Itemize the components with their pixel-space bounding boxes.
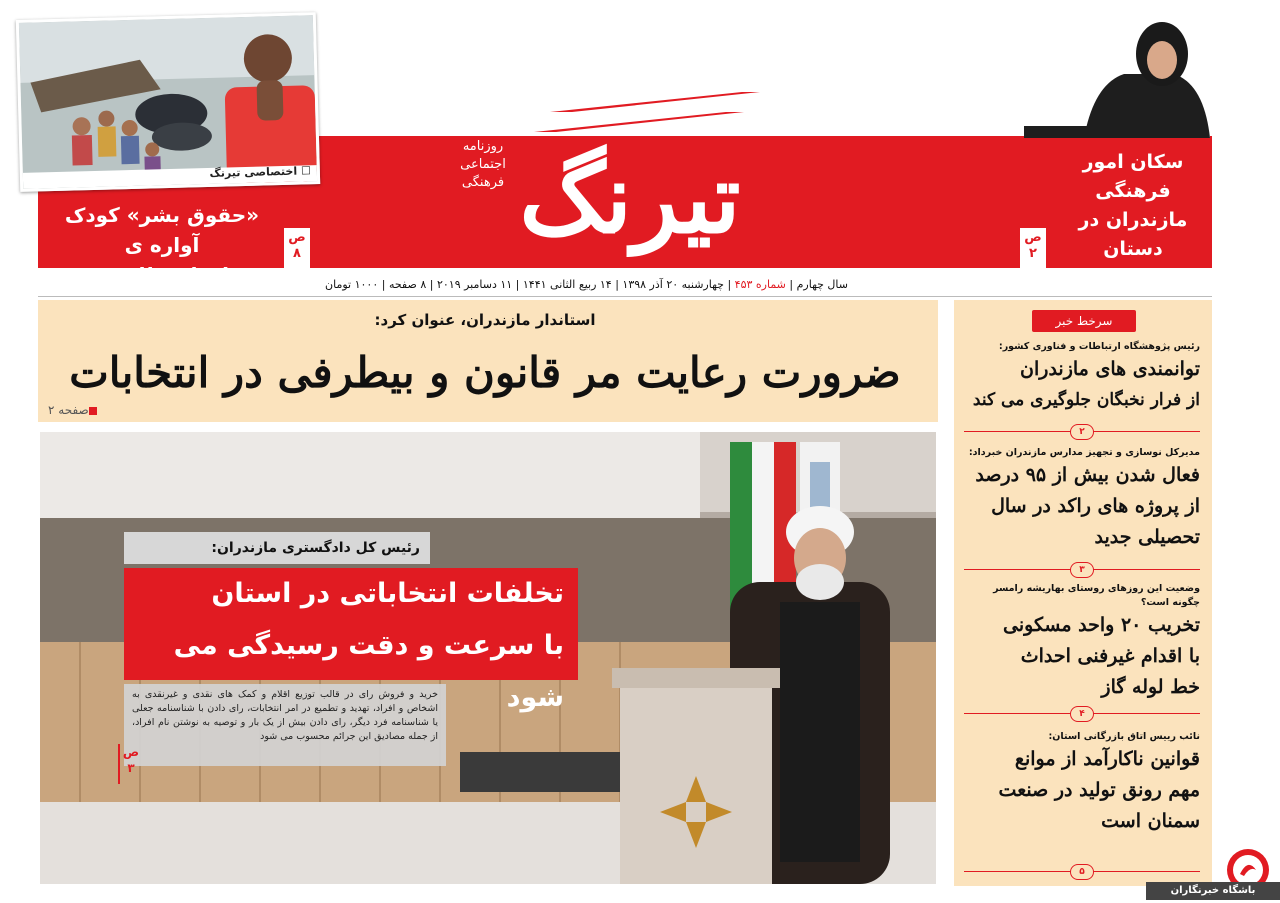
woman-portrait-photo[interactable] — [1024, 14, 1210, 138]
photo-story-kicker: رئیس کل دادگستری مازندران: — [124, 532, 430, 564]
sidebar-news-item[interactable]: وضعیت این روزهای روستای بهاریشه رامسر چگونه است؟ تخریب ۲۰ واحد مسکونی با اقدام غیرفنی احداث خط لوله گاز — [993, 583, 1200, 698]
photo-story-title[interactable]: تخلفات انتخاباتی در استان با سرعت و دقت رسیدگی می شود — [124, 568, 578, 680]
logo-subtitle: روزنامه اجتماعی فرهنگی — [460, 139, 506, 190]
sidebar-page-number[interactable]: ۴ — [1070, 706, 1094, 722]
sidebar-page-number[interactable]: ۲ — [1070, 424, 1094, 440]
issue-number: شماره ۴۵۳ — [734, 278, 786, 291]
sidebar-news-item[interactable]: رئیس پژوهشگاه ارتباطات و فناوری کشور: توانمندی های مازندران از فرار نخبگان جلوگیری می کند — [972, 341, 1200, 410]
refugee-photo[interactable] — [16, 12, 320, 192]
photo-story-body: خرید و فروش رای در قالب توزیع اقلام و کمک های نقدی و غیرنقدی به اشخاص و افراد، تهدید و تطمیع در امر انتخابات، رای دادن با شناسنامه جعلی یا شناسنامه فرد دیگر، رای دادن بیش از یک بار و توصیه به نوشتن نام افراد، از جمله مصادیق این جرائم محسوب می شود — [124, 684, 446, 766]
left-feature-headline[interactable]: «حقوق بشر» کودک آواره ی سازمان ملل متحد — [64, 203, 260, 287]
main-headline-title[interactable]: ضرورت رعایت مر قانون و بیطرفی در انتخابات — [69, 348, 901, 397]
photo-caption: ☐ اختصاصی تیرنگ — [209, 164, 312, 180]
issue-date-persian: چهارشنبه ۲۰ آذر ۱۳۹۸ — [622, 278, 724, 291]
issue-pages: ۸ صفحه — [388, 278, 427, 291]
logo-stripes — [520, 88, 760, 138]
divider — [38, 296, 1212, 297]
sidebar-page-number[interactable]: ۵ — [1070, 864, 1094, 880]
left-feature-page-tag[interactable]: ص ۸ — [284, 228, 310, 268]
issue-price: ۱۰۰۰ تومان — [325, 278, 379, 291]
right-feature-page-tag[interactable]: ص ۲ — [1020, 228, 1046, 268]
sidebar-news-item[interactable]: مدیرکل نوسازی و تجهیز مدارس مازندران خبرداد: فعال شدن بیش از ۹۵ درصد از پروژه های راکد در سال تحصیلی جدید — [968, 447, 1200, 548]
photo-caption-icon: ☐ — [300, 164, 312, 178]
watermark-text: باشگاه خبرنگاران — [1146, 882, 1280, 900]
issue-date-hijri: ۱۴ ربیع الثانی ۱۴۴۱ — [522, 278, 612, 291]
bullet-square-icon — [89, 407, 97, 415]
sidebar-page-number[interactable]: ۳ — [1070, 562, 1094, 578]
newspaper-logo[interactable]: تیرنگ — [519, 142, 741, 255]
issue-year: سال چهارم — [796, 278, 848, 291]
sidebar-label: سرخط خبر — [1032, 310, 1136, 332]
issue-date-gregorian: ۱۱ دسامبر ۲۰۱۹ — [436, 278, 513, 291]
refugee-photo-art — [19, 15, 317, 189]
right-feature-headline[interactable]: سکان امور فرهنگی مازندران در دستان یک بانو — [1078, 151, 1188, 289]
main-headline-kicker: استاندار مازندران، عنوان کرد: — [374, 311, 596, 329]
main-headline-page-ref[interactable]: صفحه ۲ — [48, 402, 138, 418]
issue-info-strip: سال چهارم | شماره ۴۵۳ | چهارشنبه ۲۰ آذر ۱۳۹۸ | ۱۴ ربیع الثانی ۱۴۴۱ | ۱۱ دسامبر ۲۰۱۹ | ۸ صفحه | ۱۰۰۰ تومان — [325, 278, 848, 291]
sidebar-news-item[interactable]: نائب رییس اتاق بازرگانی استان: قوانین ناکارآمد از موانع مهم رونق تولید در صنعت سمنان است — [998, 731, 1200, 832]
photo-story-page-tag[interactable]: ص ۳ — [118, 744, 142, 784]
